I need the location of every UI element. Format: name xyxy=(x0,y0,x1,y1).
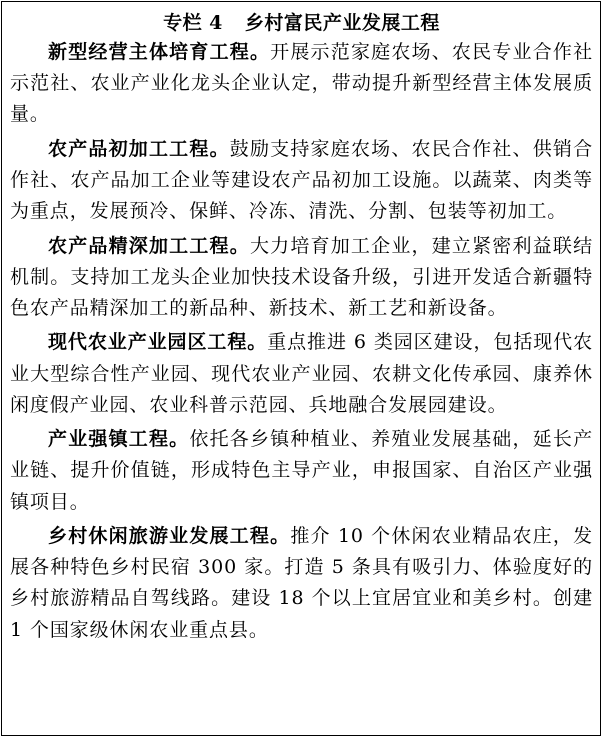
paragraph-leisure-tourism xyxy=(10,521,593,646)
paragraph-heading: 现代农业产业园区工程。 xyxy=(48,331,268,354)
column-title-text: 乡村富民产业发展工程 xyxy=(244,12,440,34)
paragraph-body: 开展示范家庭农场、农民专业合作社示范社、农业产业化龙头企业认定，带动提升新型经营主体发展质量。 xyxy=(10,41,593,126)
column-box xyxy=(1,1,601,736)
column-title xyxy=(10,9,593,37)
paragraph-body: 重点推进 6 类园区建设，包括现代农业大型综合性产业园、现代农业产业园、农耕文化传承园、康养休闲度假产业园、农业科普示范园、兵地融合发展园建设。 xyxy=(10,331,593,416)
paragraph-heading: 新型经营主体培育工程。 xyxy=(48,41,271,63)
column-number: 专栏 4 xyxy=(163,12,223,34)
paragraph-primary-processing xyxy=(10,134,593,228)
paragraph-body: 鼓励支持家庭农场、农民合作社、供销合作社、农产品加工企业等建设农产品初加工设施。以蔬菜、肉类等为重点，发展预冷、保鲜、冷冻、清洗、分割、包装等初加工。 xyxy=(10,137,593,223)
paragraph-body: 推介 10 个休闲农业精品农庄，发展各种特色乡村民宿 300 家。打造 5 条具有吸引力、体验度好的乡村旅游精品自驾线路。建设 18 个以上宜居宜业和美乡村。创建 1 个国家级休闲农业重点县。 xyxy=(10,524,593,641)
paragraph-heading: 产业强镇工程。 xyxy=(48,428,190,451)
paragraph-heading: 乡村休闲旅游业发展工程。 xyxy=(48,524,291,547)
paragraph-body: 大力培育加工企业，建立紧密利益联结机制。支持加工龙头企业加快技术设备升级，引进开发适合新疆特色农产品精深加工的新品种、新技术、新工艺和新设备。 xyxy=(10,234,593,319)
paragraph-new-business-entities xyxy=(10,37,593,131)
paragraph-heading: 农产品初加工工程。 xyxy=(48,137,230,160)
paragraph-heading: 农产品精深加工工程。 xyxy=(48,234,250,257)
paragraph-industry-towns xyxy=(10,424,593,518)
paragraph-deep-processing xyxy=(10,231,593,325)
paragraph-body: 依托各乡镇种植业、养殖业发展基础，延长产业链、提升价值链，形成特色主导产业，申报国家、自治区产业强镇项目。 xyxy=(10,428,593,513)
paragraph-industrial-parks xyxy=(10,327,593,421)
